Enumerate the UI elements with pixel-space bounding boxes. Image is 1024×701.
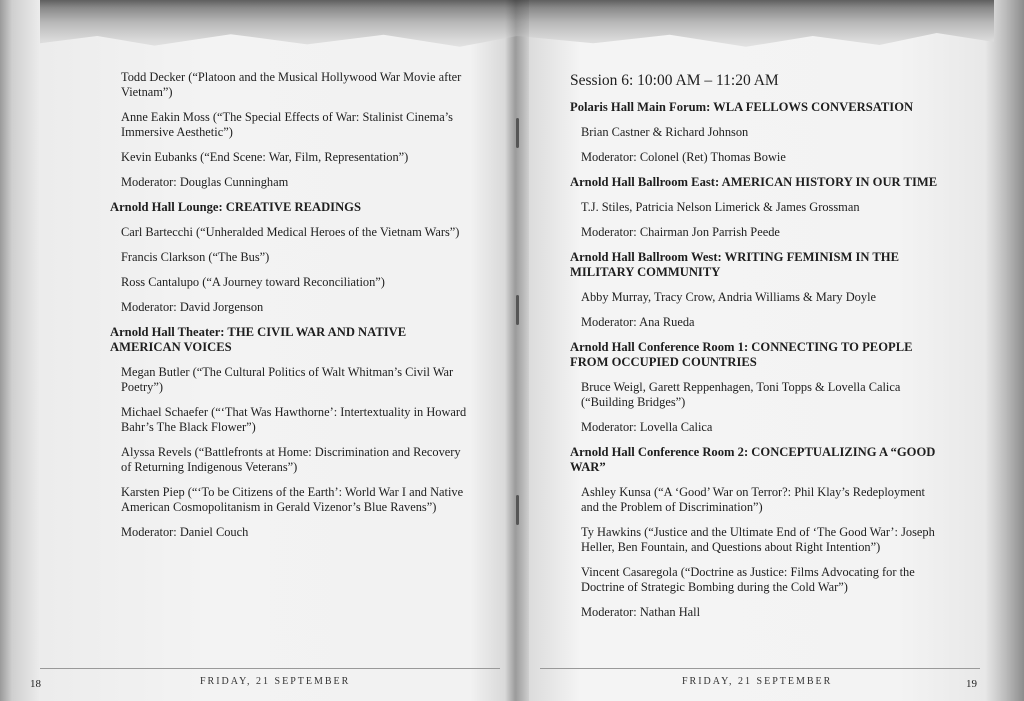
staple bbox=[516, 495, 519, 525]
program-entry: Abby Murray, Tracy Crow, Andria Williams & Mary Doyle bbox=[581, 290, 877, 304]
staple bbox=[516, 295, 519, 325]
program-entry: Michael Schaefer (“‘That Was Hawthorne’: Intertextuality in Howard Bahr’s The Black Flower”) bbox=[121, 405, 467, 434]
venue-heading: Arnold Hall Conference Room 1: CONNECTING TO PEOPLE FROM OCCUPIED COUNTRIES bbox=[570, 340, 913, 369]
book-gutter bbox=[505, 0, 529, 701]
footer-rule bbox=[540, 668, 980, 669]
program-entry: Bruce Weigl, Garett Reppenhagen, Toni Topps & Lovella Calica (“Building Bridges”) bbox=[581, 380, 901, 409]
venue-heading: Arnold Hall Ballroom East: AMERICAN HISTORY IN OUR TIME bbox=[570, 175, 938, 189]
program-entry: Moderator: Douglas Cunningham bbox=[121, 175, 289, 189]
program-entry: Vincent Casaregola (“Doctrine as Justice: Films Advocating for the Doctrine of Strategic Bombing during the Cold War”) bbox=[581, 565, 915, 594]
right-page-program bbox=[570, 100, 940, 620]
program-entry: T.J. Stiles, Patricia Nelson Limerick & James Grossman bbox=[581, 200, 860, 214]
program-entry: Ross Cantalupo (“A Journey toward Reconciliation”) bbox=[121, 275, 385, 289]
venue-heading: Arnold Hall Theater: THE CIVIL WAR AND NATIVE AMERICAN VOICES bbox=[110, 325, 407, 354]
program-entry: Karsten Piep (“‘To be Citizens of the Earth’: World War I and Native American Cosmopolitanism in Gerald Vizenor’s Blue Ravens”) bbox=[121, 485, 464, 514]
program-entry: Alyssa Revels (“Battlefronts at Home: Discrimination and Recovery of Returning Indigenous Veterans”) bbox=[121, 445, 461, 474]
program-entry: Todd Decker (“Platoon and the Musical Hollywood War Movie after Vietnam”) bbox=[121, 70, 462, 99]
right-page-number: 19 bbox=[966, 678, 977, 690]
program-entry: Ashley Kunsa (“A ‘Good’ War on Terror?: Phil Klay’s Redeployment and the Problem of Discrimination”) bbox=[581, 485, 925, 514]
program-entry: Brian Castner & Richard Johnson bbox=[581, 125, 749, 139]
program-entry: Francis Clarkson (“The Bus”) bbox=[121, 250, 270, 264]
program-entry: Ty Hawkins (“Justice and the Ultimate End of ‘The Good War’: Joseph Heller, Ben Fountain, and Questions about Right Intention”) bbox=[581, 525, 935, 554]
left-page bbox=[110, 70, 470, 550]
session-title: Session 6: 10:00 AM – 11:20 AM bbox=[570, 72, 779, 89]
venue-heading: Polaris Hall Main Forum: WLA FELLOWS CONVERSATION bbox=[570, 100, 914, 114]
program-entry: Moderator: Lovella Calica bbox=[581, 420, 713, 434]
program-entry: Moderator: Daniel Couch bbox=[121, 525, 249, 539]
program-entry: Moderator: Chairman Jon Parrish Peede bbox=[581, 225, 780, 239]
program-entry: Kevin Eubanks (“End Scene: War, Film, Representation”) bbox=[121, 150, 409, 164]
program-entry: Moderator: Nathan Hall bbox=[581, 605, 701, 619]
footer-rule bbox=[40, 668, 500, 669]
right-page bbox=[570, 70, 940, 630]
left-page-number: 18 bbox=[30, 678, 41, 690]
venue-heading: Arnold Hall Ballroom West: WRITING FEMINISM IN THE MILITARY COMMUNITY bbox=[570, 250, 899, 279]
venue-heading: Arnold Hall Lounge: CREATIVE READINGS bbox=[110, 200, 361, 214]
program-entry: Anne Eakin Moss (“The Special Effects of War: Stalinist Cinema’s Immersive Aesthetic”) bbox=[121, 110, 453, 139]
left-page-program bbox=[110, 70, 470, 540]
program-entry: Megan Butler (“The Cultural Politics of Walt Whitman’s Civil War Poetry”) bbox=[121, 365, 454, 394]
venue-heading: Arnold Hall Conference Room 2: CONCEPTUALIZING A “GOOD WAR” bbox=[570, 445, 936, 474]
program-entry: Moderator: David Jorgenson bbox=[121, 300, 264, 314]
staple bbox=[516, 118, 519, 148]
program-entry: Moderator: Colonel (Ret) Thomas Bowie bbox=[581, 150, 786, 164]
program-entry: Carl Bartecchi (“Unheralded Medical Heroes of the Vietnam Wars”) bbox=[121, 225, 460, 239]
right-page-footer: FRIDAY, 21 SEPTEMBER bbox=[682, 676, 833, 687]
program-entry: Moderator: Ana Rueda bbox=[581, 315, 695, 329]
left-page-footer: FRIDAY, 21 SEPTEMBER bbox=[200, 676, 351, 687]
